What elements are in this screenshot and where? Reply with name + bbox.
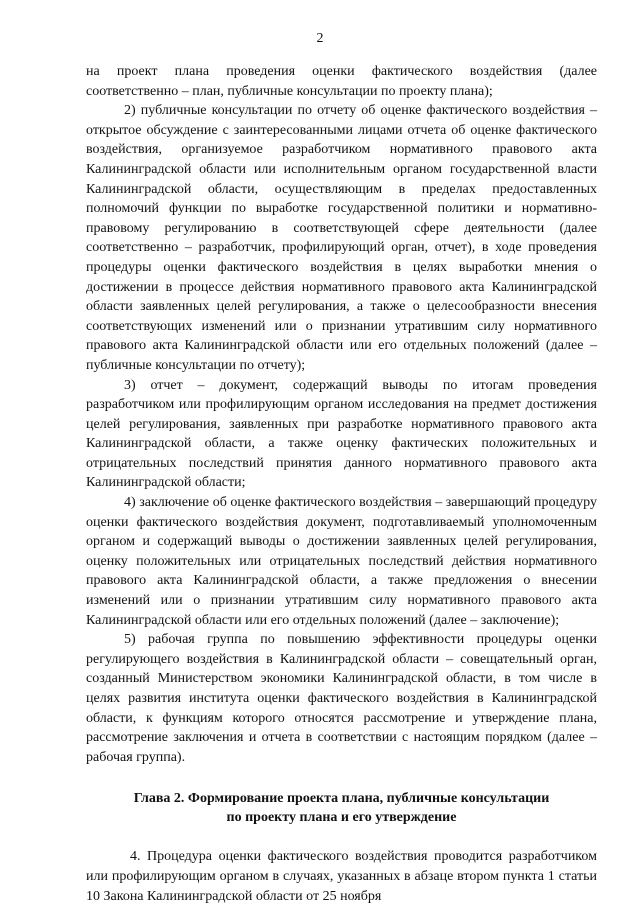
chapter-heading-line-1: Глава 2. Формирование проекта плана, публичные консультации [133, 791, 550, 807]
paragraph-item-5: 5) рабочая группа по повышению эффективности процедуры оценки регулирующего воздействия в Калининградской области – совещательный орган, созданный Министерством экономики Калининградской области, в том числе в целях развития института оценки фактического воздействия в Калининградской области, к функциям которого относятся рассмотрение и утверждение плана, рассмотрение заключения и отчета в соответствии с настоящим порядком (далее – рабочая группа). [86, 632, 597, 765]
paragraph-clause-4: 4. Процедура оценки фактического воздействия проводится разработчиком или профилирующим органом в случаях, указанных в абзаце втором пункта 1 статьи 10 Закона Калининградской области от 25 ноября [86, 849, 597, 904]
paragraph-continuation: на проект плана проведения оценки фактического воздействия (далее соответственно – план, публичные консультации по проекту плана); [86, 64, 597, 99]
document-body [86, 62, 597, 905]
paragraph-item-2: 2) публичные консультации по отчету об оценке фактического воздействия – открытое обсуждение с заинтересованными лицами отчета об оценке фактического воздействия, организуемое разработчиком нормативного правового акта Калининградской области или исполнительным органом государственной власти Калининградской области, осуществляющим в пределах предоставленных полномочий функции по выработке государственной политики и нормативно-правовому регулированию в соответствующей сфере деятельности (далее соответственно – разработчик, профилирующий орган, отчет), в ходе проведения процедуры оценки фактического воздействия в целях выработки мнения о достижении в процессе действия нормативного правового акта Калининградской области заявленных целей регулирования, а также о целесообразности внесения соответствующих изменений или о признании утратившим силу нормативного правового акта Калининградской области или его отдельных положений (далее – публичные консультации по отчету); [86, 103, 597, 373]
chapter-heading [86, 789, 597, 827]
paragraph-item-3: 3) отчет – документ, содержащий выводы по итогам проведения разработчиком или профилирующим органом исследования на предмет достижения целей регулирования, заявленных при разработке нормативного правового акта Калининградской области, а также оценку фактических положительных и отрицательных последствий принятия данного нормативного правового акта Калининградской области; [86, 377, 597, 491]
paragraph-item-4: 4) заключение об оценке фактического воздействия – завершающий процедуру оценки фактического воздействия документ, подготавливаемый уполномоченным органом и содержащий выводы о достижении заявленных целей регулирования, оценку положительных или отрицательных последствий действия нормативного правового акта Калининградской области, а также предложения о внесении изменений или о признании утратившим силу нормативного правового акта Калининградской области или его отдельных положений (далее – заключение); [86, 495, 597, 628]
page-number: 2 [316, 31, 324, 46]
chapter-heading-line-2: по проекту плана и его утверждение [226, 810, 457, 826]
